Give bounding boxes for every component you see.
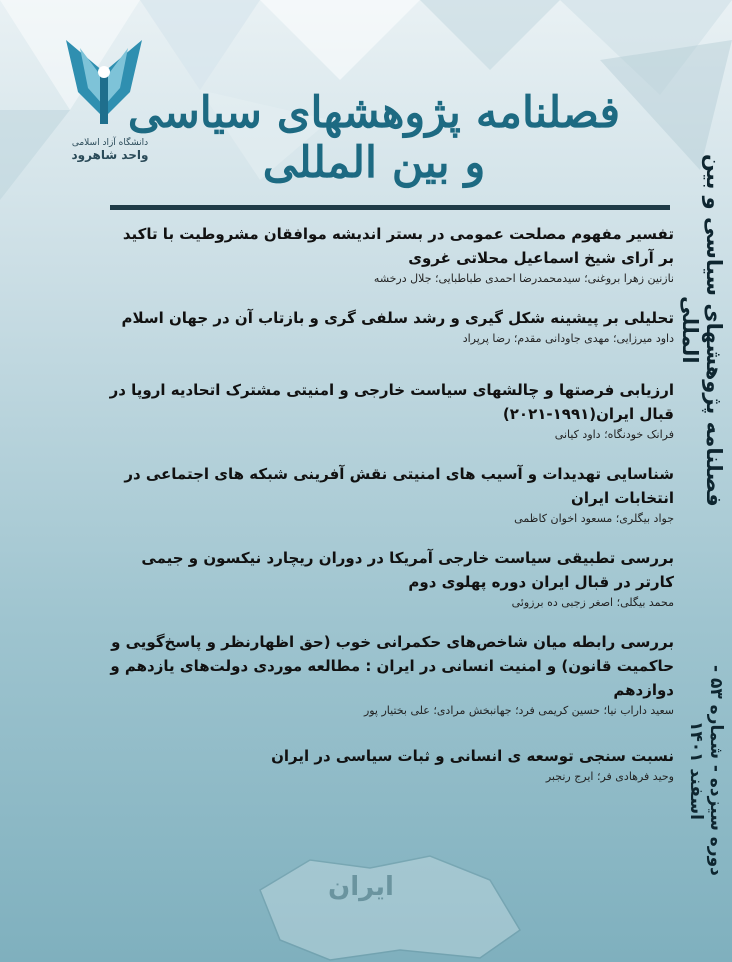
article-title: بررسی رابطه میان شاخص‌های حکمرانی خوب (حق اظهارنظر و پاسخ‌گویی و حاکمیت قانون) و امنیت انسانی در ایران : مطالعه موردی دولت‌های یازدهم و دوازدهم xyxy=(110,633,674,699)
article-6 xyxy=(108,630,674,720)
article-5 xyxy=(108,546,674,612)
article-title: تحلیلی بر پیشینه شکل گیری و رشد سلفی گری و بازتاب آن در جهان اسلام xyxy=(121,309,674,327)
spine-journal-title: فصلنامه پژوهشهای سیاسی و بین المللی xyxy=(678,153,726,507)
article-1 xyxy=(108,222,674,288)
university-line2: واحد شاهرود xyxy=(71,148,149,162)
article-authors: وحید فرهادی فر؛ ایرج رنجبر xyxy=(545,770,674,783)
article-authors: فرانک خودنگاه؛ داود کیانی xyxy=(554,428,674,441)
table-of-contents xyxy=(108,222,674,804)
article-authors: جواد بیگلری؛ مسعود اخوان کاظمی xyxy=(514,512,674,525)
article-3 xyxy=(108,378,674,444)
article-4 xyxy=(108,462,674,528)
article-title: شناسایی تهدیدات و آسیب های امنیتی نقش آفرینی شبکه های اجتماعی در انتخابات ایران xyxy=(124,465,674,507)
article-title: ارزیابی فرصتها و چالشهای سیاست خارجی و امنیتی مشترک اتحادیه اروپا در قبال ایران(۱۹۹۱-۲۰۲۱) xyxy=(109,381,674,423)
title-divider xyxy=(110,205,670,210)
article-7 xyxy=(108,744,674,786)
article-title: نسبت سنجی توسعه ی انسانی و ثبات سیاسی در ایران xyxy=(271,747,674,765)
journal-title: فصلنامه پژوهشهای سیاسی و بین المللی xyxy=(127,88,621,188)
iran-map-watermark-icon xyxy=(240,850,530,962)
university-line1: دانشگاه آزاد اسلامی xyxy=(71,138,149,148)
article-authors: محمد بیگلی؛ اصغر زجبی ده برزوئی xyxy=(511,596,674,609)
article-title: بررسی تطبیقی سیاست خارجی آمریکا در دوران ریچارد نیکسون و جیمی کارتر در قبال ایران دوره پهلوی دوم xyxy=(141,549,674,591)
article-title: تفسیر مفهوم مصلحت عمومی در بستر اندیشه موافقان مشروطیت با تاکید بر آرای شیخ اسماعیل محلاتی غروی xyxy=(122,225,674,267)
spine-issue-info: دوره سیزده - شماره ۵۳ - اسفند ۱۴۰۱ xyxy=(686,664,726,876)
article-2 xyxy=(108,306,674,348)
article-authors: سعید داراب نیا؛ حسین کریمی فرد؛ جهانبخش مرادی؛ علی بختیار پور xyxy=(363,704,674,717)
article-authors: داود میرزایی؛ مهدی جاودانی مقدم؛ رضا پرپراد xyxy=(462,332,674,345)
article-authors: نازنین زهرا بروغنی؛ سیدمحمدرضا احمدی طباطبایی؛ جلال درخشه xyxy=(373,272,674,285)
map-label: ایران xyxy=(328,872,394,902)
